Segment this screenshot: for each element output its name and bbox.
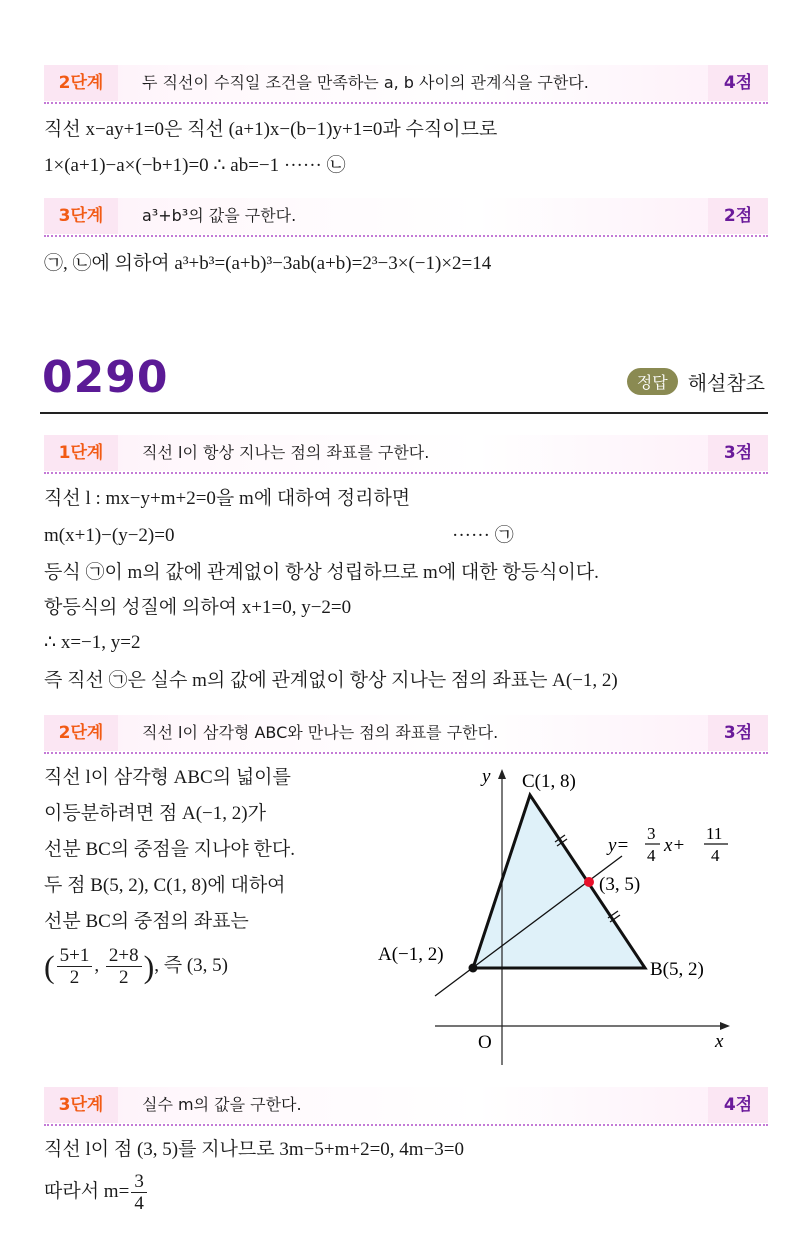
step-points: 2점 <box>708 198 768 234</box>
dotted-divider <box>44 752 768 754</box>
text-line: 항등식의 성질에 의하여 x+1=0, y−2=0 <box>44 597 352 618</box>
line-eq-prefix: y= <box>608 835 630 856</box>
dotted-divider <box>44 235 768 237</box>
step-header-2 <box>44 715 768 751</box>
label-b: B(5, 2) <box>650 959 704 980</box>
step-points: 3점 <box>708 715 768 751</box>
step-points: 4점 <box>708 65 768 101</box>
step-header-prev-3 <box>44 198 768 234</box>
step-description: 직선 l이 삼각형 ABC와 만나는 점의 좌표를 구한다. <box>142 723 499 742</box>
label-c: C(1, 8) <box>522 771 576 792</box>
final-answer-line: 따라서 m= $\frac{3}{4}$ <box>44 1170 149 1214</box>
text-line: 직선 x−ay+1=0은 직선 (a+1)x−(b−1)y+1=0과 수직이므로 <box>44 119 498 140</box>
step-header-1 <box>44 435 768 471</box>
label-a: A(−1, 2) <box>378 944 444 965</box>
point-a <box>469 964 478 973</box>
problem-number: 0290 <box>42 352 169 403</box>
text-line: 직선 l이 삼각형 ABC의 넓이를 <box>44 767 291 788</box>
x-axis-arrow <box>720 1022 730 1030</box>
answer-value: 해설참조 <box>687 371 765 395</box>
intercept-den: 4 <box>711 846 720 865</box>
origin-label: O <box>478 1032 492 1053</box>
step-description: a³+b³의 값을 구한다. <box>142 206 297 225</box>
step-points: 3점 <box>708 435 768 471</box>
step-tag: 2단계 <box>44 65 118 101</box>
answer-indicator <box>627 367 765 396</box>
dotted-divider <box>44 1124 768 1126</box>
text-line: 직선 l이 점 (3, 5)를 지나므로 3m−5+m+2=0, 4m−3=0 <box>44 1139 464 1160</box>
line-eq-mid: x+ <box>664 835 686 856</box>
equation-marker: ······ ㉠ <box>452 525 514 546</box>
text-line: 두 점 B(5, 2), C(1, 8)에 대하여 <box>44 875 286 896</box>
slope-num: 3 <box>647 824 656 843</box>
text-line: 등식 ㉠이 m의 값에 관계없이 항상 성립하므로 m에 대한 항등식이다. <box>44 562 599 583</box>
x-axis-label: x <box>715 1031 724 1052</box>
y-axis-arrow <box>498 769 506 779</box>
step-points: 4점 <box>708 1087 768 1123</box>
y-axis-label: y <box>482 766 491 787</box>
step-description: 실수 m의 값을 구한다. <box>142 1095 302 1114</box>
text-line: 선분 BC의 중점의 좌표는 <box>44 911 249 932</box>
step-tag: 1단계 <box>44 435 118 471</box>
dotted-divider <box>44 472 768 474</box>
slope-den: 4 <box>647 846 656 865</box>
text-line: ∴ x=−1, y=2 <box>44 632 141 653</box>
step-tag: 2단계 <box>44 715 118 751</box>
text-line: 즉 직선 ㉠은 실수 m의 값에 관계없이 항상 지나는 점의 좌표는 A(−1, 2) <box>44 670 618 691</box>
coordinate-figure <box>370 755 770 1065</box>
text-line: 선분 BC의 중점을 지나야 한다. <box>44 839 295 860</box>
step-tag: 3단계 <box>44 1087 118 1123</box>
dotted-divider <box>44 102 768 104</box>
point-midpoint <box>584 877 594 887</box>
text-line: ㉠, ㉡에 의하여 a³+b³=(a+b)³−3ab(a+b)=2³−3×(−1)×2=14 <box>44 253 492 274</box>
step-description: 직선 l이 항상 지나는 점의 좌표를 구한다. <box>142 443 430 462</box>
intercept-num: 11 <box>706 824 723 843</box>
text-line: 직선 l : mx−y+m+2=0을 m에 대하여 정리하면 <box>44 488 411 509</box>
step-header-3 <box>44 1087 768 1123</box>
step-tag: 3단계 <box>44 198 118 234</box>
section-divider <box>40 412 768 414</box>
midpoint-formula: ( $\frac{5+1}{2}$ , $\frac{2+8}{2}$ ), 즉 (3, 5) <box>44 945 229 989</box>
text-line: 1×(a+1)−a×(−b+1)=0 ∴ ab=−1 ······ ㉡ <box>44 155 346 176</box>
text-line: m(x+1)−(y−2)=0 <box>44 525 175 546</box>
step-description: 두 직선이 수직일 조건을 만족하는 a, b 사이의 관계식을 구한다. <box>142 73 589 92</box>
answer-badge: 정답 <box>627 368 678 395</box>
label-midpoint: (3, 5) <box>599 874 641 895</box>
step-header-prev-2 <box>44 65 768 101</box>
text-line: 이등분하려면 점 A(−1, 2)가 <box>44 803 266 824</box>
